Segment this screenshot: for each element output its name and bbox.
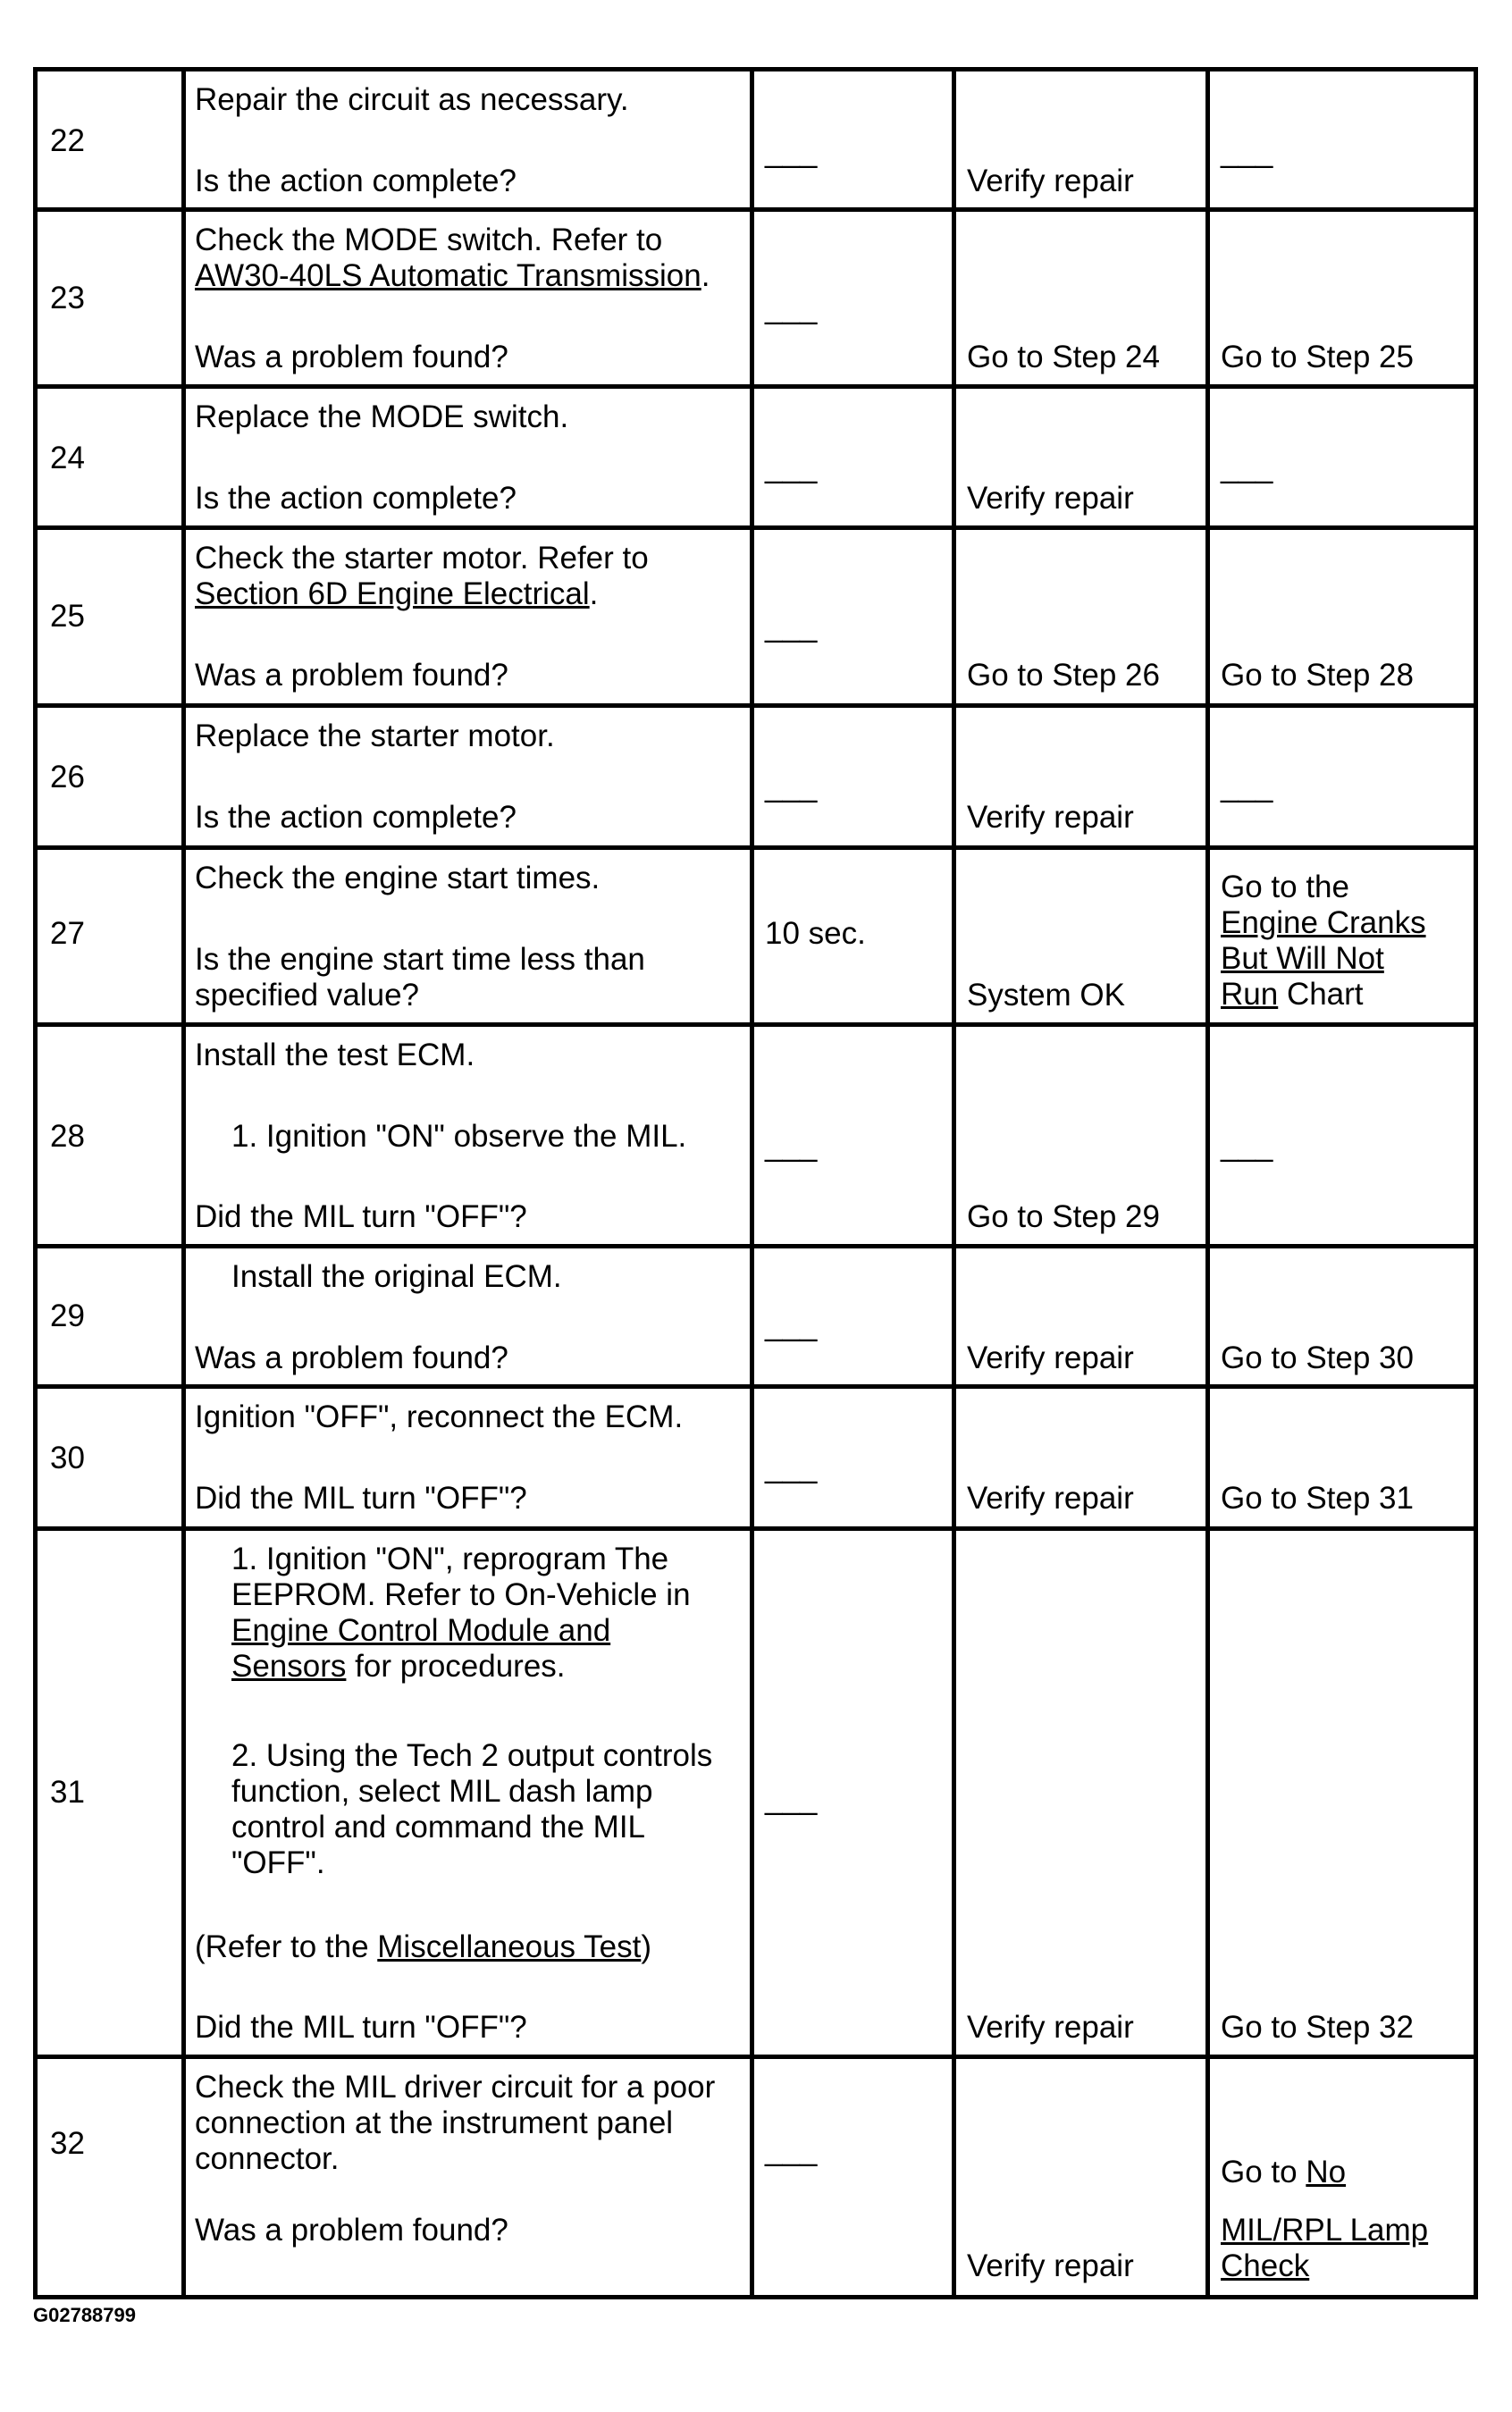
value-text: ___ — [765, 769, 818, 803]
ecm-sensors-link[interactable]: Engine Control Module and Sensors — [231, 1613, 611, 1684]
figure-id: G02788799 — [33, 2304, 136, 2326]
question-text: Did the MIL turn "OFF"? — [195, 1481, 527, 1516]
step-number: 30 — [50, 1441, 85, 1475]
step-number: 24 — [50, 441, 85, 475]
table-row — [36, 2057, 1476, 2298]
question-text: Did the MIL turn "OFF"? — [195, 2010, 527, 2045]
step-number: 27 — [50, 916, 85, 951]
table-row — [36, 387, 1476, 528]
table-row — [36, 1025, 1476, 1247]
question-text: Is the engine start time less than specified value? — [195, 942, 645, 1013]
action-text: Replace the MODE switch. — [195, 399, 569, 434]
yes-action: Go to Step 24 — [967, 340, 1160, 374]
step-number: 23 — [50, 281, 85, 315]
value-text: ___ — [765, 2132, 818, 2167]
sub-step-text: 1. Ignition "ON" observe the MIL. — [231, 1119, 687, 1154]
value-text: ___ — [765, 290, 818, 325]
yes-action: Verify repair — [967, 481, 1134, 516]
table-row — [36, 70, 1476, 210]
step-number: 29 — [50, 1298, 85, 1333]
no-action: ___ — [1221, 134, 1273, 169]
table-row — [36, 528, 1476, 706]
no-action: Go to Step 28 — [1221, 658, 1414, 693]
no-action: Go to Step 31 — [1221, 1481, 1414, 1516]
question-text: Was a problem found? — [195, 658, 508, 693]
step-number: 25 — [50, 599, 85, 634]
question-text: Is the action complete? — [195, 481, 517, 516]
action-text: Check the starter motor. Refer to Section 6D Engine Electrical. — [195, 541, 649, 611]
yes-action: Verify repair — [967, 2010, 1134, 2045]
question-text: Was a problem found? — [195, 340, 508, 374]
yes-action: Verify repair — [967, 2248, 1134, 2283]
action-text: Check the MODE switch. Refer to AW30-40LS Automatic Transmission. — [195, 223, 710, 293]
value-text: ___ — [765, 1450, 818, 1484]
value-text: ___ — [765, 609, 818, 643]
no-action: ___ — [1221, 1128, 1273, 1163]
question-text: Is the action complete? — [195, 800, 517, 835]
value-text: ___ — [765, 1307, 818, 1342]
action-text: Repair the circuit as necessary. — [195, 82, 629, 117]
no-action: Go to Step 25 — [1221, 340, 1414, 374]
yes-action: System OK — [967, 978, 1125, 1013]
table-row — [36, 1387, 1476, 1529]
transmission-link[interactable]: AW30-40LS Automatic Transmission — [195, 258, 701, 293]
yes-action: Go to Step 26 — [967, 658, 1160, 693]
sub-step-1: 1. Ignition "ON", reprogram The EEPROM. Refer to On-Vehicle in Engine Control Module and Sensors for procedures. — [231, 1542, 691, 1684]
table-row — [36, 848, 1476, 1025]
step-number: 28 — [50, 1119, 85, 1154]
value-text: ___ — [765, 450, 818, 484]
action-text: Check the engine start times. — [195, 861, 601, 895]
no-action: ___ — [1221, 769, 1273, 803]
engine-electrical-link[interactable]: Section 6D Engine Electrical — [195, 576, 590, 611]
action-text: Check the MIL driver circuit for a poor connection at the instrument panel connector. — [195, 2070, 716, 2176]
step-number: 32 — [50, 2126, 85, 2161]
sub-step-2: 2. Using the Tech 2 output controls function, select MIL dash lamp control and command the MIL "OFF". — [231, 1738, 713, 1880]
misc-test-link[interactable]: Miscellaneous Test — [377, 1929, 642, 1964]
table-row — [36, 706, 1476, 848]
value-text: ___ — [765, 1781, 818, 1816]
question-text: Is the action complete? — [195, 164, 517, 198]
question-text: Was a problem found? — [195, 2213, 508, 2248]
no-action: Go to Step 32 — [1221, 2010, 1414, 2045]
diagnostic-table — [33, 67, 1478, 2299]
reference-text: (Refer to the Miscellaneous Test) — [195, 1929, 651, 1964]
action-text: Install the test ECM. — [195, 1038, 475, 1072]
yes-action: Verify repair — [967, 1481, 1134, 1516]
table-row — [36, 1529, 1476, 2057]
lamp-check-link[interactable]: MIL/RPL Lamp Check — [1221, 2213, 1429, 2283]
yes-action: Verify repair — [967, 164, 1134, 198]
step-number: 31 — [50, 1775, 85, 1810]
action-text: Replace the starter motor. — [195, 719, 555, 753]
table-row — [36, 210, 1476, 387]
no-mil-link[interactable]: No — [1306, 2155, 1347, 2189]
action-text: Ignition "OFF", reconnect the ECM. — [195, 1399, 684, 1434]
value-text: ___ — [765, 1128, 818, 1163]
yes-action: Verify repair — [967, 1340, 1134, 1375]
table-row — [36, 1247, 1476, 1387]
step-number: 22 — [50, 123, 85, 158]
no-action: Go to the Engine Cranks But Will Not Run Chart — [1221, 870, 1426, 1012]
action-text: Install the original ECM. — [231, 1259, 562, 1294]
question-text: Was a problem found? — [195, 1340, 508, 1375]
step-number: 26 — [50, 760, 85, 794]
no-action: Go to Step 30 — [1221, 1340, 1414, 1375]
engine-cranks-link[interactable]: Engine Cranks But Will Not Run — [1221, 905, 1426, 1012]
no-action: ___ — [1221, 450, 1273, 484]
no-action: Go to No MIL/RPL Lamp Check — [1221, 2155, 1429, 2283]
value-text: ___ — [765, 134, 818, 169]
yes-action: Go to Step 29 — [967, 1199, 1160, 1234]
value-text: 10 sec. — [765, 916, 866, 951]
yes-action: Verify repair — [967, 800, 1134, 835]
question-text: Did the MIL turn "OFF"? — [195, 1199, 527, 1234]
